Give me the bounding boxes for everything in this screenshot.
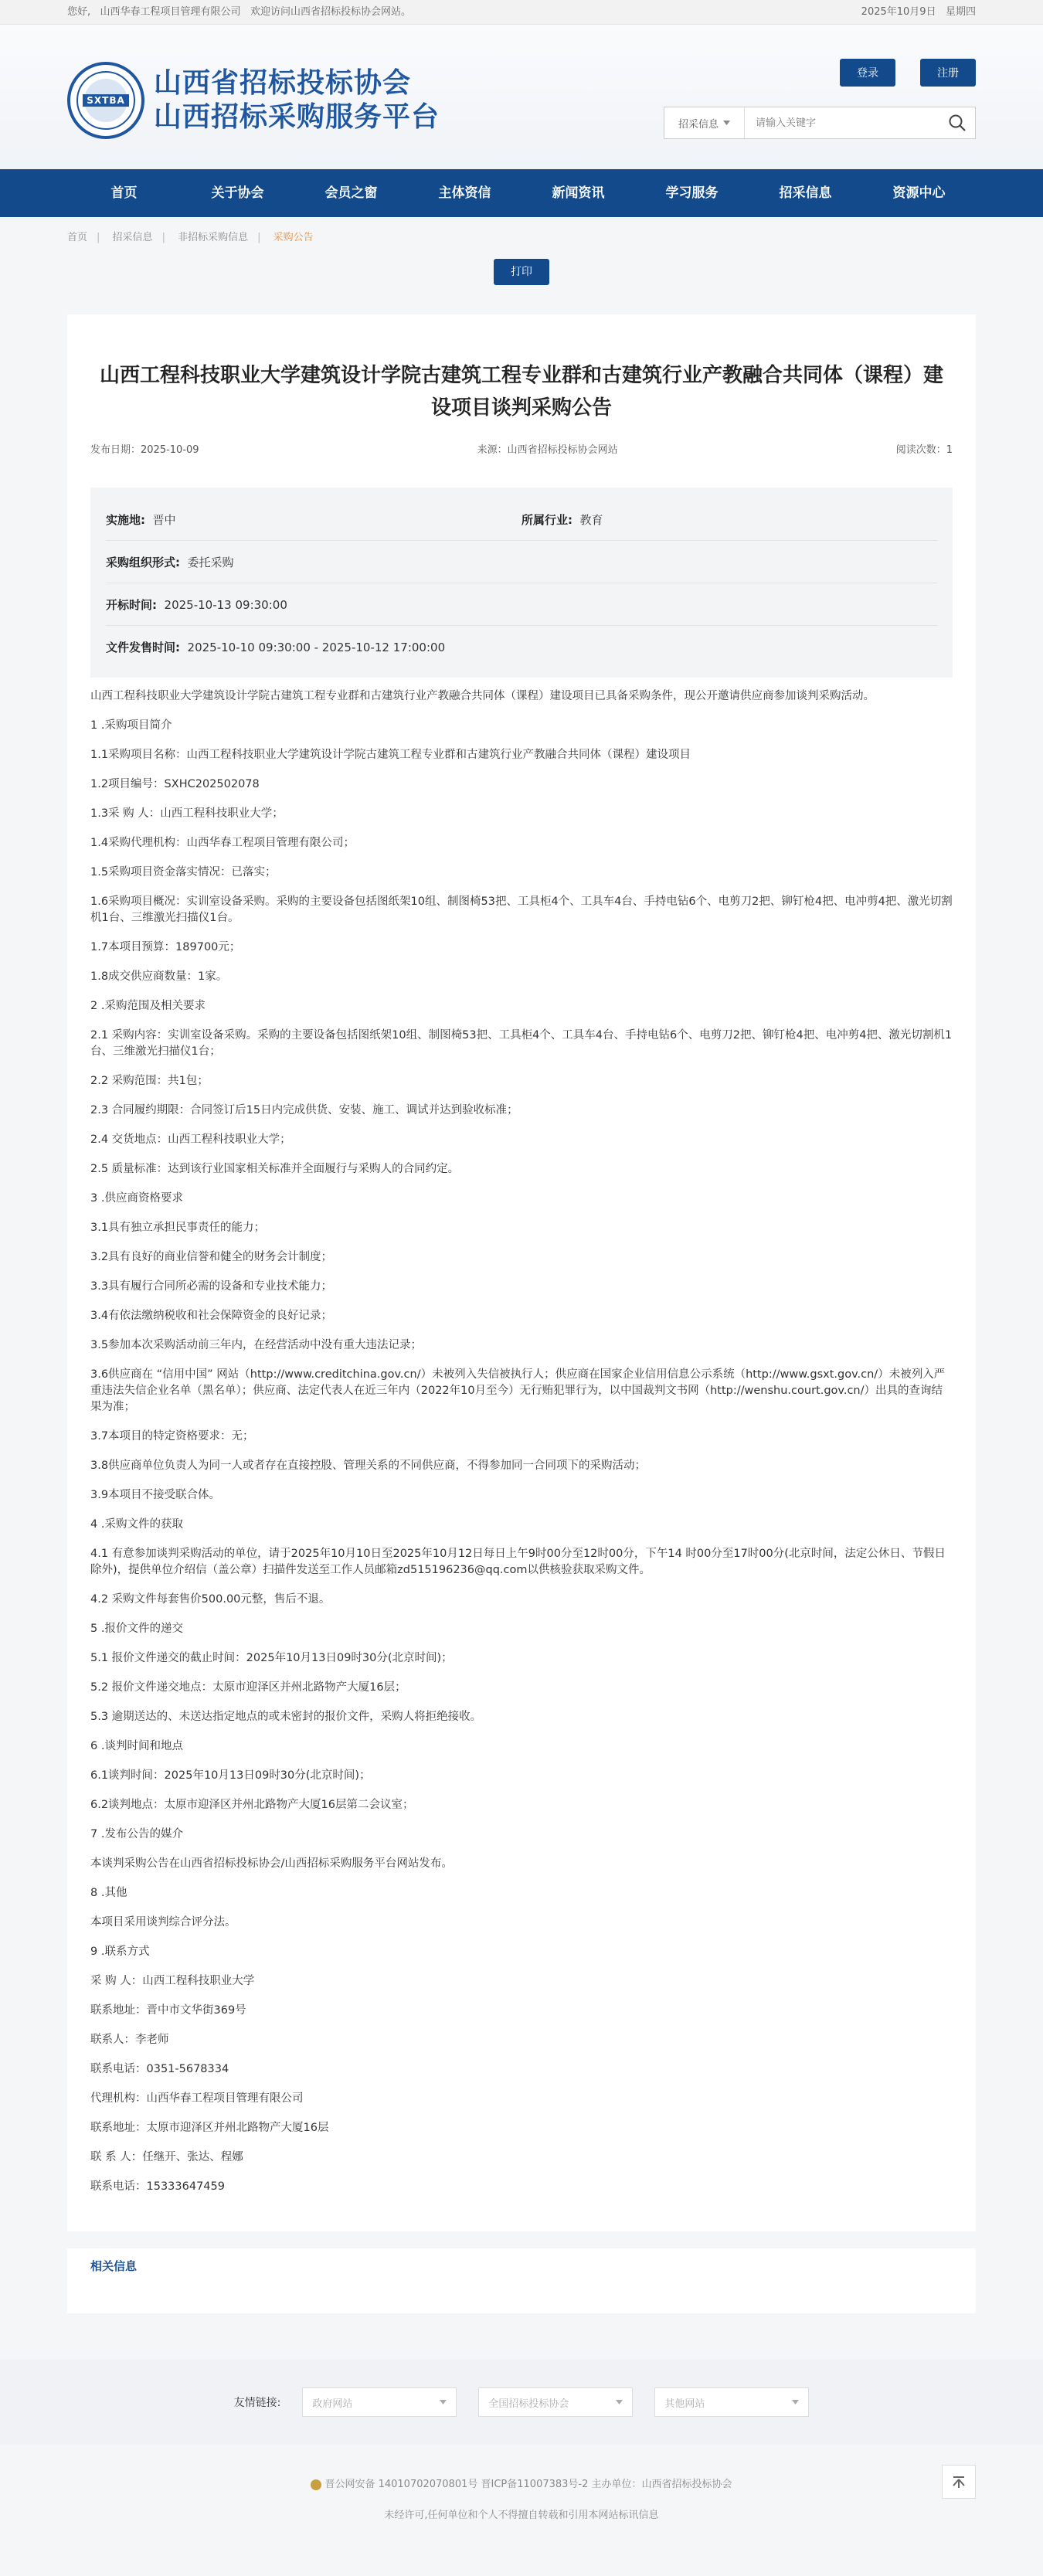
logo-subtitle: 山西招标采购服务平台	[154, 101, 440, 133]
nav-item-procurement[interactable]: 招采信息	[779, 185, 832, 201]
article-paragraph: 1.1采购项目名称：山西工程科技职业大学建筑设计学院古建筑工程专业群和古建筑行业产教融合共同体（课程）建设项目	[90, 749, 691, 761]
article-paragraph: 山西工程科技职业大学建筑设计学院古建筑工程专业群和古建筑行业产教融合共同体（课程）建设项目已具备采购条件，现公开邀请供应商参加谈判采购活动。	[90, 690, 875, 702]
nav-item-about[interactable]: 关于协会	[211, 185, 264, 201]
article-paragraph: 5.1 报价文件递交的截止时间：2025年10月13日09时30分(北京时间)；	[90, 1652, 453, 1664]
greeting: 您好,	[67, 6, 91, 18]
police-badge-icon	[311, 2479, 321, 2490]
article-paragraph: 本谈判采购公告在山西省招标投标协会/山西招标采购服务平台网站发布。	[90, 1857, 453, 1870]
article-paragraph: 4.1 有意参加谈判采购活动的单位，请于2025年10月10日至2025年10月12日每日上午9时00分至12时00分，下午14 时00分至17时00分(北京时间，法定公休日、节假日除外)，提供单位介绍信（盖公章）扫描件发送至工作人员邮箱zd515196236@qq.com以供核验获取采购文件。	[90, 1548, 946, 1576]
location-value: 晋中	[152, 512, 176, 527]
friend-links	[0, 2360, 1043, 2445]
nav-item-resources[interactable]: 资源中心	[892, 185, 946, 201]
article-paragraph: 2.3 合同履约期限：合同签订后15日内完成供货、安装、施工、调试并达到验收标准；	[90, 1104, 518, 1116]
article-paragraph: 7 .发布公告的媒介	[90, 1828, 183, 1840]
search-category-label: 招采信息	[678, 118, 719, 131]
article-title: 山西工程科技职业大学建筑设计学院古建筑工程专业群和古建筑行业产教融合共同体（课程）建设项目谈判采购公告	[99, 364, 943, 420]
doc-time-label: 文件发售时间:	[106, 641, 180, 654]
article-paragraph: 4.2 采购文件每套售价500.00元整，售后不退。	[90, 1593, 331, 1606]
breadcrumb-current: 采购公告	[273, 232, 314, 243]
nav-item-news[interactable]: 新闻资讯	[552, 185, 605, 201]
article-paragraph: 联系人：李老师	[90, 2034, 169, 2046]
register-button[interactable]: 注册	[920, 59, 976, 87]
footer	[67, 2445, 976, 2576]
article-body	[90, 688, 953, 2195]
article-paragraph: 联系地址：晋中市文华街369号	[90, 2004, 246, 2017]
article-paragraph: 4 .采购文件的获取	[90, 1518, 183, 1531]
friend-select-other[interactable]	[654, 2387, 809, 2417]
open-time-label: 开标时间:	[106, 597, 157, 612]
seal-abbr: SXTBA	[83, 94, 129, 107]
article-meta	[90, 441, 953, 457]
info-row	[106, 498, 937, 541]
search-button[interactable]	[939, 107, 975, 138]
project-info-box	[90, 488, 953, 678]
association-seal-icon	[67, 62, 144, 139]
friend-select-national[interactable]	[478, 2387, 633, 2417]
breadcrumb-home[interactable]: 首页	[67, 232, 88, 243]
article-paragraph: 3.2具有良好的商业信誉和健全的财务会计制度；	[90, 1251, 333, 1263]
search-icon	[948, 114, 967, 132]
info-row	[106, 541, 937, 583]
print-button[interactable]: 打印	[494, 259, 549, 285]
nav-item-learning[interactable]: 学习服务	[665, 185, 719, 201]
article-paragraph: 联 系 人：任继开、张达、程娜	[90, 2151, 243, 2163]
article-paragraph: 采 购 人：山西工程科技职业大学	[90, 1975, 255, 1987]
related-title: 相关信息	[90, 2259, 138, 2273]
article-paragraph: 1.2项目编号：SXHC202502078	[90, 778, 260, 790]
user-company[interactable]: 山西华春工程项目管理有限公司	[100, 6, 241, 18]
publish-date: 发布日期：2025-10-09	[90, 444, 199, 456]
related-section	[67, 2248, 976, 2313]
login-button[interactable]: 登录	[840, 59, 895, 87]
site-logo[interactable]	[67, 62, 440, 139]
article-paragraph: 2 .采购范围及相关要求	[90, 1000, 206, 1012]
search-input[interactable]	[745, 107, 939, 138]
article-source: 来源：山西省招标投标协会网站	[477, 444, 618, 456]
org-form-label: 采购组织形式:	[106, 555, 180, 569]
info-row	[106, 583, 937, 626]
main-nav	[0, 169, 1043, 217]
article-paragraph: 3.9本项目不接受联合体。	[90, 1489, 221, 1501]
friend-select-label: 全国招标投标协会	[488, 2398, 569, 2410]
article-paragraph: 联系电话：15333647459	[90, 2180, 225, 2193]
article-paragraph: 3.8供应商单位负责人为同一人或者存在直接控股、管理关系的不同供应商，不得参加同一合同项下的采购活动；	[90, 1460, 647, 1472]
current-weekday: 星期四	[945, 6, 976, 18]
article-paragraph: 3.3具有履行合同所必需的设备和专业技术能力；	[90, 1280, 333, 1293]
article-paragraph: 8 .其他	[90, 1887, 127, 1899]
header	[0, 25, 1043, 169]
article-paragraph: 5.2 报价文件递交地点：太原市迎泽区并州北路物产大厦16层；	[90, 1681, 406, 1694]
topbar	[0, 0, 1043, 25]
article-paragraph: 本项目采用谈判综合评分法。	[90, 1916, 236, 1929]
footer-record: 晋公网安备 14010702070801号 晋ICP备11007383号-2 主办单位：山西省招标投标协会	[324, 2479, 732, 2490]
chevron-down-icon	[723, 121, 730, 125]
friend-select-label: 其他网站	[664, 2398, 705, 2410]
location-label: 实施地:	[106, 512, 145, 527]
chevron-down-icon	[440, 2400, 447, 2404]
back-to-top-button[interactable]	[942, 2465, 976, 2499]
industry-value: 教育	[579, 512, 603, 527]
article-paragraph: 3 .供应商资格要求	[90, 1192, 183, 1205]
industry-label: 所属行业:	[522, 512, 572, 527]
friend-select-label: 政府网站	[312, 2398, 353, 2410]
article-paragraph: 代理机构：山西华春工程项目管理有限公司	[90, 2092, 304, 2105]
breadcrumb-procurement[interactable]: 招采信息	[112, 232, 153, 243]
article-paragraph: 2.4 交货地点：山西工程科技职业大学；	[90, 1133, 291, 1146]
article-paragraph: 1.3采 购 人：山西工程科技职业大学；	[90, 807, 284, 820]
article-paragraph: 9 .联系方式	[90, 1946, 150, 1958]
article-paragraph: 1.7本项目预算：189700元；	[90, 941, 241, 953]
article-paragraph: 3.1具有独立承担民事责任的能力；	[90, 1222, 266, 1234]
chevron-down-icon	[792, 2400, 799, 2404]
info-row	[106, 626, 937, 668]
welcome-text: 欢迎访问山西省招标投标协会网站。	[250, 6, 411, 18]
article-paragraph: 联系地址：太原市迎泽区并州北路物产大厦16层	[90, 2122, 329, 2134]
article-paragraph: 6 .谈判时间和地点	[90, 1740, 183, 1752]
article-paragraph: 1.5采购项目资金落实情况：已落实；	[90, 866, 277, 878]
article-paragraph: 3.5参加本次采购活动前三年内，在经营活动中没有重大违法记录；	[90, 1339, 423, 1351]
article-paragraph: 6.1谈判时间：2025年10月13日09时30分(北京时间)；	[90, 1769, 371, 1782]
article-paragraph: 3.7本项目的特定资格要求：无；	[90, 1430, 254, 1443]
article-paragraph: 3.6供应商在 “信用中国” 网站（http://www.creditchina.gov.cn/）未被列入失信被执行人；供应商在国家企业信用信息公示系统（http://www.gsxt.gov.cn/）未被列入严重违法失信企业名单（黑名单）；供应商、法定代表人在近三年内（2022年10月至今）无行贿犯罪行为，以中国裁判文书网（http://wenshu.court.gov.cn/）出具的查询结果为准；	[90, 1368, 946, 1413]
chevron-down-icon	[616, 2400, 623, 2404]
article-paragraph: 1.8成交供应商数量：1家。	[90, 970, 228, 983]
search-bar	[664, 107, 976, 139]
article-paragraph: 5 .报价文件的递交	[90, 1623, 183, 1635]
friend-links-label: 友情链接:	[233, 2397, 281, 2409]
friend-select-government[interactable]	[302, 2387, 457, 2417]
footer-copyright: 未经许可,任何单位和个人不得擅自转载和引用本网站标讯信息	[384, 2510, 659, 2521]
article-paragraph: 1.6采购项目概况：实训室设备采购。采购的主要设备包括图纸架10组、制图椅53把、工具柜4个、工具车4台、手持电钻6个、电剪刀2把、铆钉枪4把、电冲剪4把、激光切割机1台、三维激光扫描仪1台。	[90, 895, 953, 924]
arrow-up-icon	[951, 2474, 967, 2489]
article-paragraph: 6.2谈判地点：太原市迎泽区并州北路物产大厦16层第二会议室；	[90, 1799, 414, 1811]
article	[67, 314, 976, 2231]
article-paragraph: 3.4有依法缴纳税收和社会保障资金的良好记录；	[90, 1310, 333, 1322]
open-time-value: 2025-10-13 09:30:00	[164, 597, 287, 612]
org-form-value: 委托采购	[187, 555, 234, 569]
nav-item-credit[interactable]: 主体资信	[438, 185, 491, 201]
nav-item-members[interactable]: 会员之窗	[324, 185, 378, 201]
article-paragraph: 2.5 质量标准：达到该行业国家相关标准并全面履行与采购人的合同约定。	[90, 1163, 460, 1175]
article-paragraph: 2.2 采购范围：共1包；	[90, 1075, 209, 1087]
doc-time-value: 2025-10-10 09:30:00 - 2025-10-12 17:00:00	[187, 641, 446, 654]
breadcrumb: 首页 | 招采信息 | 非招标采购信息 | 采购公告	[67, 232, 314, 243]
logo-title: 山西省招标投标协会	[154, 67, 412, 99]
search-category-select[interactable]	[664, 107, 745, 138]
article-paragraph: 1.4采购代理机构：山西华春工程项目管理有限公司；	[90, 837, 355, 849]
article-paragraph: 1 .采购项目简介	[90, 719, 172, 732]
article-paragraph: 联系电话：0351-5678334	[90, 2063, 229, 2075]
article-paragraph: 5.3 逾期送达的、未送达指定地点的或未密封的报价文件，采购人将拒绝接收。	[90, 1711, 482, 1723]
nav-item-home[interactable]: 首页	[110, 185, 138, 201]
article-paragraph: 2.1 采购内容：实训室设备采购。采购的主要设备包括图纸架10组、制图椅53把、工具柜4个、工具车4台、手持电钻6个、电剪刀2把、铆钉枪4把、电冲剪4把、激光切割机1台、三维激光扫描仪1台；	[90, 1029, 953, 1058]
current-date: 2025年10月9日	[861, 6, 936, 18]
view-count: 阅读次数：1	[895, 444, 953, 456]
breadcrumb-non-tender[interactable]: 非招标采购信息	[178, 232, 249, 243]
